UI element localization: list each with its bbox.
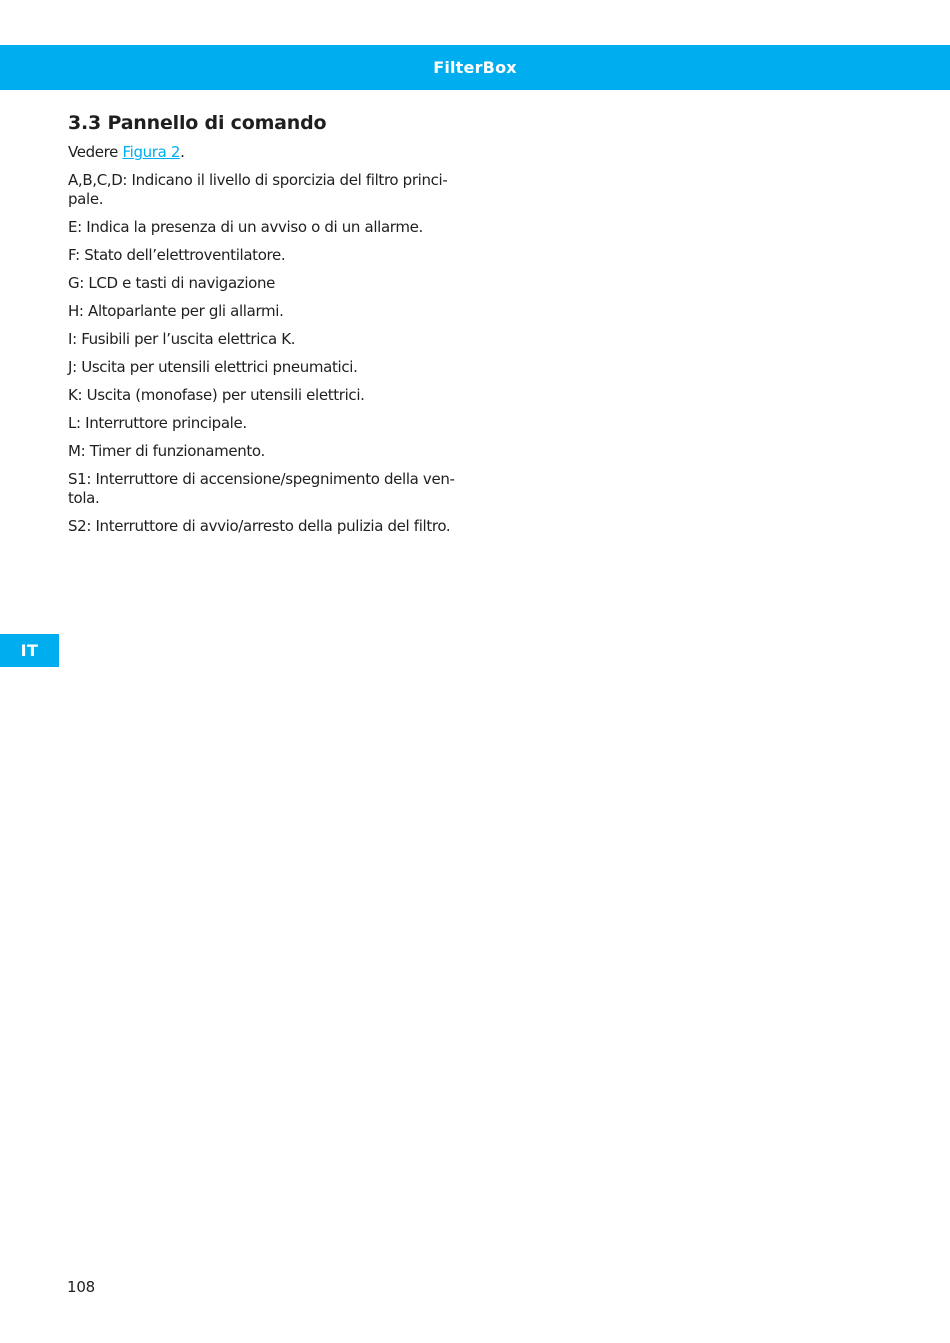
list-item — [68, 246, 468, 265]
list-item-line: F: Stato dell’elettroventilatore. — [68, 246, 286, 264]
list-item-line: H: Altoparlante per gli allarmi. — [68, 302, 284, 320]
list-item-line: E: Indica la presenza di un avviso o di un allarme. — [68, 218, 423, 236]
list-item-line: J: Uscita per utensili elettrici pneumatici. — [68, 358, 358, 376]
list-item-line: S1: Interruttore di accensione/spegnimento della ven- — [68, 470, 455, 488]
list-item-line: tola. — [68, 489, 100, 507]
section-content — [68, 110, 468, 536]
figure-2-link[interactable]: Figura 2 — [122, 143, 181, 161]
list-item-line: G: LCD e tasti di navigazione — [68, 274, 276, 292]
list-item-line: A,B,C,D: Indicano il livello di sporcizia del filtro princi- — [68, 171, 448, 189]
list-item — [68, 470, 468, 508]
intro-suffix: . — [180, 143, 185, 161]
list-item-line: S2: Interruttore di avvio/arresto della pulizia del filtro. — [68, 517, 451, 535]
list-item-line: L: Interruttore principale. — [68, 414, 247, 432]
list-item-line: I: Fusibili per l’uscita elettrica K. — [68, 330, 296, 348]
list-item — [68, 517, 468, 536]
list-item-line: M: Timer di funzionamento. — [68, 442, 265, 460]
list-item — [68, 358, 468, 377]
component-list — [68, 171, 468, 536]
language-tab — [0, 634, 59, 667]
list-item — [68, 302, 468, 321]
page-number: 108 — [67, 1278, 96, 1296]
list-item — [68, 171, 468, 209]
list-item — [68, 442, 468, 461]
list-item — [68, 414, 468, 433]
list-item-line: K: Uscita (monofase) per utensili elettrici. — [68, 386, 365, 404]
list-item — [68, 274, 468, 293]
header-title: FilterBox — [433, 58, 517, 77]
list-item-line: pale. — [68, 190, 104, 208]
language-tab-label: IT — [20, 641, 39, 660]
list-item — [68, 386, 468, 405]
intro-prefix: Vedere — [68, 143, 123, 161]
list-item — [68, 330, 468, 349]
list-item — [68, 218, 468, 237]
intro-paragraph — [68, 143, 468, 162]
header-bar — [0, 45, 950, 90]
section-title: 3.3 Pannello di comando — [68, 112, 327, 134]
